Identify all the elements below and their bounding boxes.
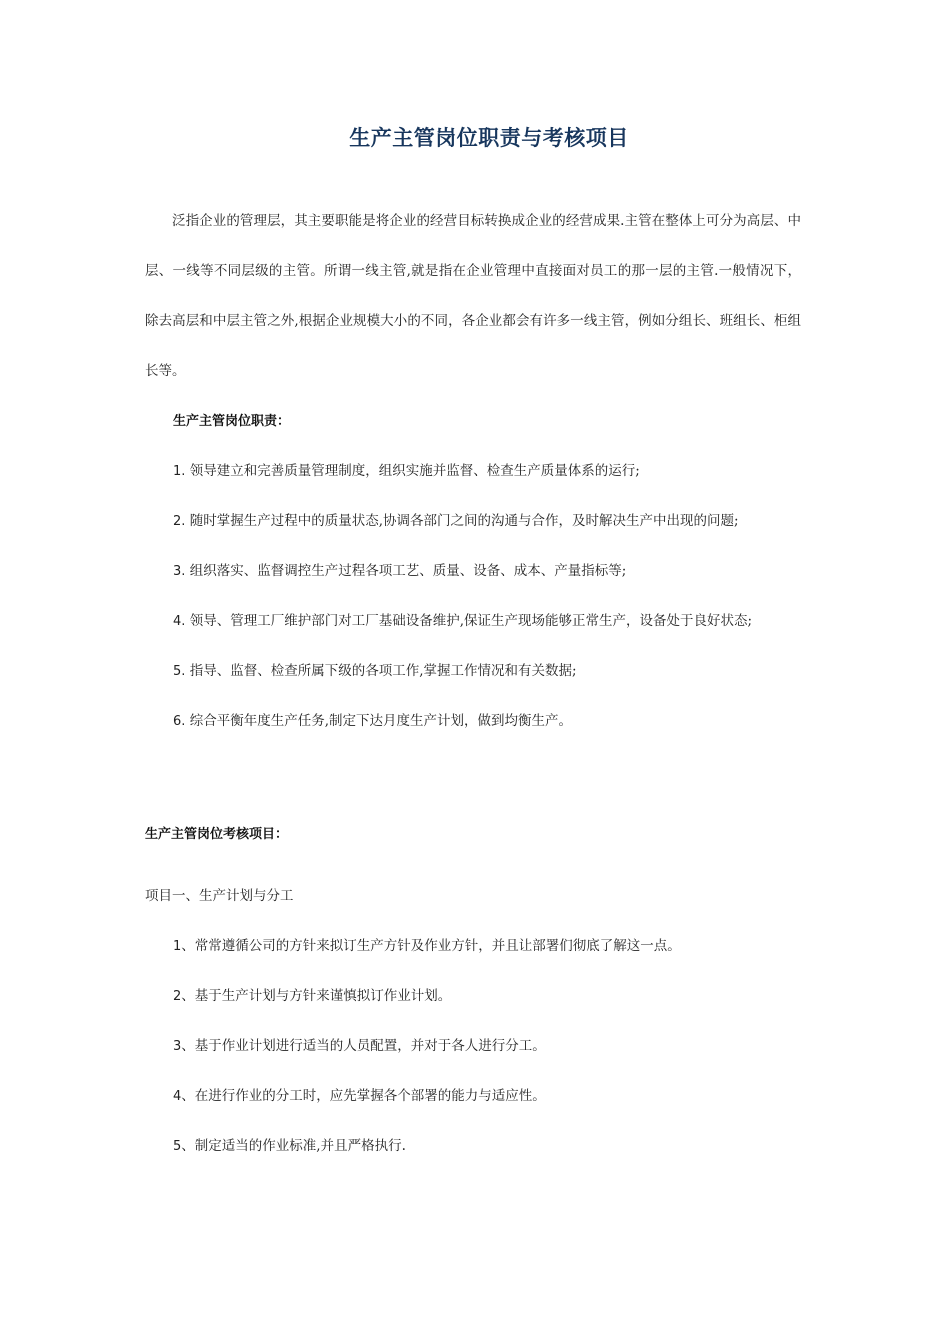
assessment-item-1 [173,934,681,954]
assessment-item-4 [173,1084,546,1104]
duty-item-2 [173,509,739,529]
duty-item-6 [173,709,572,729]
project-title: 项目一、生产计划与分工 [145,888,294,904]
duty-item-4 [173,609,752,629]
duty-item-5 [173,659,577,679]
assessment-item-text: 、基于生产计划与方针来谨慎拟订作业计划。 [181,988,452,1004]
assessment-item-text: 、基于作业计划进行适当的人员配置，并对于各人进行分工。 [181,1038,546,1054]
intro-paragraph: 泛指企业的管理层，其主要职能是将企业的经营目标转换成企业的经营成果.主管在整体上可分为高层、中层、一线等不同层级的主管。所谓一线主管,就是指在企业管理中直接面对员工的那一层的主管.一般情况下，除去高层和中层主管之外,根据企业规模大小的不同，各企业都会有许多一线主管，例如分组长、班组长、柜组长等。 [145,213,801,379]
duty-item-text: 综合平衡年度生产任务,制定下达月度生产计划，做到均衡生产。 [189,713,572,729]
assessment-item-3 [173,1034,546,1054]
assessment-item-number: 3 [173,1039,182,1054]
duty-item-number: 2. [173,514,186,529]
duty-item-text: 随时掌握生产过程中的质量状态,协调各部门之间的沟通与合作，及时解决生产中出现的问题; [189,513,739,529]
assessment-item-text: 、在进行作业的分工时，应先掌握各个部署的能力与适应性。 [181,1088,546,1104]
duty-item-text: 领导、管理工厂维护部门对工厂基础设备维护,保证生产现场能够正常生产，设备处于良好状态; [189,613,753,629]
duty-item-text: 领导建立和完善质量管理制度，组织实施并监督、检查生产质量体系的运行; [189,463,640,479]
assessment-item-number: 5 [173,1139,182,1154]
assessment-item-number: 4 [173,1089,182,1104]
assessment-item-number: 1 [173,939,182,954]
assessment-item-number: 2 [173,989,182,1004]
duty-item-1 [173,459,640,479]
assessment-item-text: 、常常遵循公司的方针来拟订生产方针及作业方针，并且让部署们彻底了解这一点。 [181,938,681,954]
assessment-item-5 [173,1134,406,1154]
assessment-heading: 生产主管岗位考核项目： [145,827,289,842]
duties-heading: 生产主管岗位职责： [173,414,291,429]
document-title: 生产主管岗位职责与考核项目 [349,125,629,150]
duty-item-number: 6. [173,714,186,729]
duty-item-3 [173,559,626,579]
duty-item-number: 1. [173,464,186,479]
duty-item-text: 指导、监督、检查所属下级的各项工作,掌握工作情况和有关数据; [189,663,577,679]
duty-item-number: 3. [173,564,186,579]
duty-item-number: 5. [173,664,186,679]
assessment-item-text: 、制定适当的作业标准,并且严格执行. [181,1138,406,1154]
assessment-item-2 [173,984,451,1004]
duty-item-number: 4. [173,614,186,629]
duty-item-text: 组织落实、监督调控生产过程各项工艺、质量、设备、成本、产量指标等; [189,563,627,579]
